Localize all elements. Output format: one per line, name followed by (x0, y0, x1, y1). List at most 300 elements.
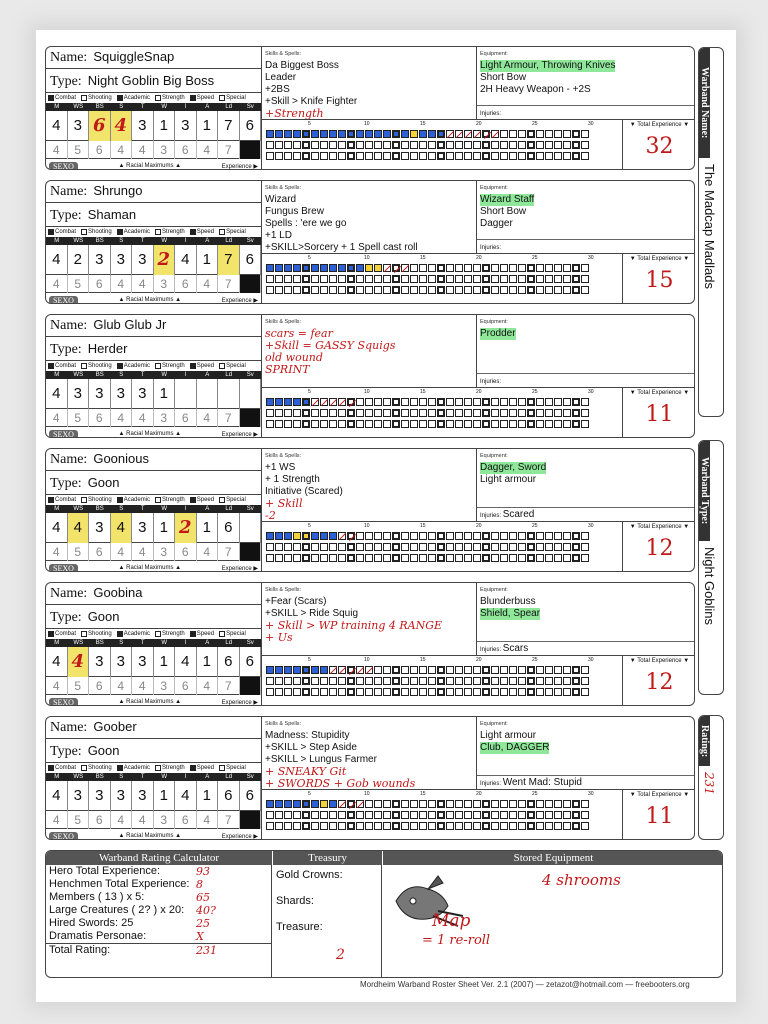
xp-box[interactable] (536, 800, 544, 808)
xp-box[interactable] (500, 152, 508, 160)
xp-box[interactable] (428, 398, 436, 406)
xp-box[interactable] (437, 554, 445, 562)
skill-cat[interactable] (117, 765, 150, 771)
xp-box[interactable] (356, 800, 364, 808)
checkbox-icon[interactable] (219, 631, 225, 637)
xp-box[interactable] (500, 800, 508, 808)
stat-value[interactable]: 1 (197, 245, 219, 275)
skill-entry[interactable]: Initiative (Scared) (265, 486, 343, 497)
xp-box[interactable] (455, 822, 463, 830)
xp-box[interactable] (464, 554, 472, 562)
xp-box[interactable] (419, 141, 427, 149)
xp-box[interactable] (356, 666, 364, 674)
xp-box[interactable] (563, 677, 571, 685)
xp-box[interactable] (482, 666, 490, 674)
xp-box[interactable] (563, 811, 571, 819)
stat-value[interactable]: 3 (68, 111, 90, 141)
stat-value[interactable]: 3 (132, 647, 154, 677)
xp-box[interactable] (383, 666, 391, 674)
xp-box[interactable] (293, 811, 301, 819)
xp-box[interactable] (455, 264, 463, 272)
xp-box[interactable] (284, 141, 292, 149)
skill-cat[interactable] (48, 229, 76, 235)
xp-box[interactable] (446, 275, 454, 283)
skill-cat[interactable] (81, 631, 112, 637)
xp-box[interactable] (545, 543, 553, 551)
xp-box[interactable] (491, 543, 499, 551)
xp-box[interactable] (320, 141, 328, 149)
xp-box[interactable] (428, 666, 436, 674)
stat-value[interactable]: 3 (132, 111, 154, 141)
xp-box[interactable] (473, 130, 481, 138)
xp-box[interactable] (374, 688, 382, 696)
xp-box[interactable] (527, 275, 535, 283)
xp-box[interactable] (491, 264, 499, 272)
skill-entry[interactable]: +1 LD (265, 230, 292, 241)
xp-box[interactable] (437, 264, 445, 272)
xp-box[interactable] (437, 141, 445, 149)
xp-box[interactable] (392, 688, 400, 696)
xp-box[interactable] (410, 152, 418, 160)
calc-value[interactable]: 65 (196, 891, 210, 904)
xp-box[interactable] (329, 409, 337, 417)
xp-box[interactable] (284, 275, 292, 283)
xp-box[interactable] (545, 811, 553, 819)
xp-box[interactable] (392, 532, 400, 540)
xp-box[interactable] (500, 554, 508, 562)
hero-type[interactable]: Herder (87, 341, 128, 356)
xp-box[interactable] (482, 677, 490, 685)
xp-box[interactable] (401, 286, 409, 294)
xp-box[interactable] (581, 688, 589, 696)
xp-box[interactable] (356, 543, 364, 551)
xp-box[interactable] (401, 543, 409, 551)
xp-box[interactable] (401, 532, 409, 540)
xp-box[interactable] (473, 554, 481, 562)
xp-box[interactable] (563, 554, 571, 562)
checkbox-icon[interactable] (219, 229, 225, 235)
xp-box[interactable] (518, 286, 526, 294)
xp-box[interactable] (518, 398, 526, 406)
xp-box[interactable] (338, 275, 346, 283)
xp-box[interactable] (365, 811, 373, 819)
xp-box[interactable] (482, 822, 490, 830)
xp-box[interactable] (464, 141, 472, 149)
xp-box[interactable] (572, 141, 580, 149)
xp-box[interactable] (581, 130, 589, 138)
xp-box[interactable] (329, 275, 337, 283)
xp-box[interactable] (446, 409, 454, 417)
xp-box[interactable] (581, 800, 589, 808)
hero-type[interactable]: Goon (87, 609, 120, 624)
xp-box[interactable] (518, 811, 526, 819)
stat-value[interactable]: 1 (154, 513, 176, 543)
stat-value[interactable]: 3 (89, 245, 111, 275)
stored-item-0[interactable]: 4 shrooms (542, 871, 621, 889)
xp-box[interactable] (266, 543, 274, 551)
xp-box[interactable] (455, 543, 463, 551)
xp-box[interactable] (311, 420, 319, 428)
xp-box[interactable] (329, 141, 337, 149)
stat-value[interactable]: 4 (175, 647, 197, 677)
xp-box[interactable] (338, 286, 346, 294)
skill-entry[interactable]: Fungus Brew (265, 206, 324, 217)
xp-box[interactable] (500, 286, 508, 294)
xp-box[interactable] (284, 554, 292, 562)
xp-box[interactable] (545, 420, 553, 428)
skill-cat[interactable] (190, 765, 214, 771)
xp-box[interactable] (464, 420, 472, 428)
checkbox-icon[interactable] (81, 497, 87, 503)
xp-box[interactable] (338, 800, 346, 808)
xp-box[interactable] (581, 677, 589, 685)
hero-type[interactable]: Goon (87, 475, 120, 490)
skill-cat[interactable] (219, 95, 246, 101)
xp-box[interactable] (572, 532, 580, 540)
xp-box[interactable] (383, 286, 391, 294)
skill-cat[interactable] (81, 497, 112, 503)
xp-box[interactable] (482, 152, 490, 160)
xp-box[interactable] (275, 275, 283, 283)
xp-box[interactable] (428, 532, 436, 540)
xp-box[interactable] (428, 677, 436, 685)
xp-box[interactable] (464, 264, 472, 272)
xp-box[interactable] (572, 130, 580, 138)
xp-box[interactable] (401, 420, 409, 428)
xp-box[interactable] (527, 677, 535, 685)
skill-cat[interactable] (155, 363, 185, 369)
hero-type[interactable]: Goon (87, 743, 120, 758)
xp-box[interactable] (464, 275, 472, 283)
skill-entry[interactable]: +2BS (265, 84, 290, 95)
xp-box[interactable] (545, 409, 553, 417)
calc-value[interactable]: 40? (196, 904, 216, 917)
xp-box[interactable] (284, 543, 292, 551)
xp-box[interactable] (401, 275, 409, 283)
xp-box[interactable] (302, 822, 310, 830)
xp-box[interactable] (365, 264, 373, 272)
xp-box[interactable] (518, 688, 526, 696)
xp-box[interactable] (419, 398, 427, 406)
xp-box[interactable] (428, 822, 436, 830)
xp-box[interactable] (437, 822, 445, 830)
xp-box[interactable] (347, 677, 355, 685)
hero-name[interactable]: Goobina (93, 585, 143, 600)
xp-box[interactable] (392, 264, 400, 272)
xp-box[interactable] (563, 543, 571, 551)
skill-note[interactable]: + Skill > WP training 4 RANGE (265, 619, 443, 632)
xp-box[interactable] (266, 811, 274, 819)
xp-box[interactable] (374, 420, 382, 428)
xp-box[interactable] (563, 130, 571, 138)
stat-value[interactable]: 3 (89, 513, 111, 543)
equipment-item[interactable]: Prodder (480, 328, 516, 339)
xp-box[interactable] (455, 800, 463, 808)
xp-box[interactable] (266, 141, 274, 149)
xp-box[interactable] (266, 420, 274, 428)
stat-value[interactable] (240, 513, 262, 543)
xp-box[interactable] (365, 130, 373, 138)
xp-box[interactable] (563, 264, 571, 272)
checkbox-icon[interactable] (219, 363, 225, 369)
xp-box[interactable] (374, 666, 382, 674)
skill-entry[interactable]: Wizard (265, 194, 297, 205)
stat-value[interactable]: 4 (46, 513, 68, 543)
stat-value[interactable]: 4 (46, 647, 68, 677)
xp-box[interactable] (581, 286, 589, 294)
checkbox-icon[interactable] (48, 631, 54, 637)
checkbox-icon[interactable] (190, 497, 196, 503)
xp-box[interactable] (437, 130, 445, 138)
xp-box[interactable] (527, 811, 535, 819)
xp-box[interactable] (482, 800, 490, 808)
xp-box[interactable] (365, 543, 373, 551)
xp-box[interactable] (545, 130, 553, 138)
xp-box[interactable] (437, 811, 445, 819)
xp-box[interactable] (302, 398, 310, 406)
xp-box[interactable] (383, 409, 391, 417)
xp-box[interactable] (563, 286, 571, 294)
stat-value[interactable]: 4 (46, 781, 68, 811)
skill-entry[interactable]: + 1 Strength (265, 474, 320, 485)
xp-box[interactable] (419, 688, 427, 696)
xp-box[interactable] (428, 409, 436, 417)
checkbox-icon[interactable] (117, 95, 123, 101)
xp-box[interactable] (383, 398, 391, 406)
xp-box[interactable] (392, 275, 400, 283)
skill-cat[interactable] (219, 765, 246, 771)
xp-box[interactable] (419, 666, 427, 674)
xp-box[interactable] (572, 677, 580, 685)
skill-cat[interactable] (48, 497, 76, 503)
xp-box[interactable] (473, 420, 481, 428)
skill-cat[interactable] (117, 95, 150, 101)
xp-box[interactable] (437, 677, 445, 685)
stat-value[interactable]: 2 (68, 245, 90, 275)
xp-box[interactable] (302, 275, 310, 283)
xp-box[interactable] (473, 409, 481, 417)
xp-box[interactable] (401, 822, 409, 830)
xp-box[interactable] (329, 420, 337, 428)
xp-box[interactable] (509, 666, 517, 674)
xp-box[interactable] (338, 554, 346, 562)
stat-value[interactable] (197, 379, 219, 409)
xp-box[interactable] (473, 286, 481, 294)
xp-box[interactable] (536, 822, 544, 830)
xp-box[interactable] (410, 275, 418, 283)
skill-entry[interactable]: +Fear (Scars) (265, 596, 327, 607)
xp-box[interactable] (482, 130, 490, 138)
equipment-item[interactable]: Club, DAGGER (480, 742, 550, 753)
xp-box[interactable] (554, 666, 562, 674)
xp-box[interactable] (482, 532, 490, 540)
stored-item-2[interactable]: = 1 re-roll (422, 933, 491, 948)
xp-box[interactable] (419, 264, 427, 272)
xp-box[interactable] (410, 822, 418, 830)
checkbox-icon[interactable] (117, 631, 123, 637)
stat-value[interactable]: 4 (46, 245, 68, 275)
xp-box[interactable] (419, 677, 427, 685)
xp-box[interactable] (473, 152, 481, 160)
checkbox-icon[interactable] (190, 95, 196, 101)
xp-box[interactable] (491, 409, 499, 417)
xp-box[interactable] (509, 264, 517, 272)
xp-box[interactable] (266, 677, 274, 685)
xp-box[interactable] (536, 677, 544, 685)
xp-box[interactable] (572, 543, 580, 551)
xp-box[interactable] (365, 398, 373, 406)
xp-box[interactable] (572, 666, 580, 674)
skill-cat[interactable] (48, 765, 76, 771)
equipment-item[interactable]: Short Bow (480, 206, 527, 217)
skill-note[interactable]: + Skill (265, 497, 303, 510)
checkbox-icon[interactable] (155, 363, 161, 369)
xp-box[interactable] (293, 800, 301, 808)
xp-box[interactable] (365, 666, 373, 674)
equipment-item[interactable]: Short Bow (480, 72, 527, 83)
xp-box[interactable] (491, 822, 499, 830)
checkbox-icon[interactable] (48, 765, 54, 771)
xp-box[interactable] (464, 688, 472, 696)
xp-box[interactable] (464, 666, 472, 674)
xp-box[interactable] (356, 275, 364, 283)
xp-box[interactable] (401, 152, 409, 160)
xp-box[interactable] (383, 688, 391, 696)
xp-box[interactable] (302, 677, 310, 685)
calc-value[interactable]: 231 (196, 944, 217, 957)
xp-box[interactable] (572, 286, 580, 294)
xp-box[interactable] (356, 152, 364, 160)
xp-box[interactable] (338, 666, 346, 674)
xp-box[interactable] (347, 800, 355, 808)
xp-box[interactable] (374, 811, 382, 819)
xp-box[interactable] (428, 800, 436, 808)
xp-box[interactable] (275, 130, 283, 138)
skill-cat[interactable] (219, 363, 246, 369)
xp-box[interactable] (473, 532, 481, 540)
xp-box[interactable] (500, 822, 508, 830)
xp-box[interactable] (500, 398, 508, 406)
skill-note[interactable]: + SWORDS + Gob wounds (265, 777, 416, 789)
xp-box[interactable] (365, 152, 373, 160)
xp-box[interactable] (347, 554, 355, 562)
xp-box[interactable] (356, 822, 364, 830)
xp-box[interactable] (527, 286, 535, 294)
skill-entry[interactable]: Leader (265, 72, 297, 83)
stat-value[interactable]: 3 (132, 781, 154, 811)
xp-box[interactable] (518, 532, 526, 540)
skill-cat[interactable] (219, 631, 246, 637)
xp-box[interactable] (419, 130, 427, 138)
stat-value[interactable]: 3 (175, 111, 197, 141)
xp-box[interactable] (473, 275, 481, 283)
xp-box[interactable] (275, 677, 283, 685)
xp-box[interactable] (536, 543, 544, 551)
xp-box[interactable] (428, 130, 436, 138)
hero-name[interactable]: SquiggleSnap (93, 49, 175, 64)
xp-box[interactable] (464, 800, 472, 808)
skill-cat[interactable] (48, 363, 76, 369)
xp-box[interactable] (392, 130, 400, 138)
xp-box[interactable] (572, 275, 580, 283)
checkbox-icon[interactable] (155, 95, 161, 101)
xp-box[interactable] (320, 130, 328, 138)
xp-box[interactable] (500, 666, 508, 674)
stat-value[interactable]: 6 (218, 647, 240, 677)
xp-box[interactable] (527, 822, 535, 830)
xp-box[interactable] (446, 420, 454, 428)
xp-box[interactable] (302, 141, 310, 149)
xp-box[interactable] (446, 286, 454, 294)
xp-box[interactable] (392, 152, 400, 160)
xp-box[interactable] (320, 688, 328, 696)
stat-value[interactable]: 3 (89, 781, 111, 811)
xp-box[interactable] (536, 398, 544, 406)
xp-box[interactable] (464, 811, 472, 819)
xp-box[interactable] (329, 130, 337, 138)
checkbox-icon[interactable] (48, 497, 54, 503)
xp-box[interactable] (563, 398, 571, 406)
xp-box[interactable] (275, 543, 283, 551)
stat-value[interactable]: 1 (197, 111, 219, 141)
hero-type[interactable]: Night Goblin Big Boss (87, 73, 215, 88)
xp-box[interactable] (500, 275, 508, 283)
xp-box[interactable] (545, 141, 553, 149)
xp-box[interactable] (527, 130, 535, 138)
xp-box[interactable] (482, 275, 490, 283)
xp-box[interactable] (320, 554, 328, 562)
checkbox-icon[interactable] (81, 631, 87, 637)
xp-box[interactable] (491, 677, 499, 685)
xp-box[interactable] (311, 141, 319, 149)
xp-box[interactable] (410, 264, 418, 272)
xp-box[interactable] (437, 152, 445, 160)
xp-box[interactable] (455, 688, 463, 696)
xp-box[interactable] (293, 130, 301, 138)
xp-box[interactable] (347, 409, 355, 417)
xp-box[interactable] (338, 811, 346, 819)
skill-entry[interactable]: +SKILL > Ride Squig (265, 608, 359, 619)
xp-box[interactable] (482, 264, 490, 272)
hero-name[interactable]: Goonious (93, 451, 149, 466)
xp-box[interactable] (419, 532, 427, 540)
xp-box[interactable] (446, 554, 454, 562)
checkbox-icon[interactable] (219, 765, 225, 771)
xp-box[interactable] (482, 398, 490, 406)
xp-box[interactable] (284, 688, 292, 696)
xp-box[interactable] (536, 141, 544, 149)
xp-box[interactable] (527, 409, 535, 417)
xp-box[interactable] (446, 543, 454, 551)
stat-value[interactable]: 6 (218, 513, 240, 543)
xp-box[interactable] (554, 152, 562, 160)
xp-box[interactable] (302, 286, 310, 294)
xp-box[interactable] (428, 286, 436, 294)
skill-cat[interactable] (190, 497, 214, 503)
xp-box[interactable] (428, 554, 436, 562)
xp-box[interactable] (446, 152, 454, 160)
xp-box[interactable] (347, 666, 355, 674)
xp-box[interactable] (563, 666, 571, 674)
xp-box[interactable] (581, 554, 589, 562)
xp-box[interactable] (428, 420, 436, 428)
xp-box[interactable] (509, 811, 517, 819)
stat-value[interactable]: 3 (89, 379, 111, 409)
xp-box[interactable] (437, 532, 445, 540)
xp-box[interactable] (266, 554, 274, 562)
xp-box[interactable] (464, 543, 472, 551)
xp-box[interactable] (338, 688, 346, 696)
